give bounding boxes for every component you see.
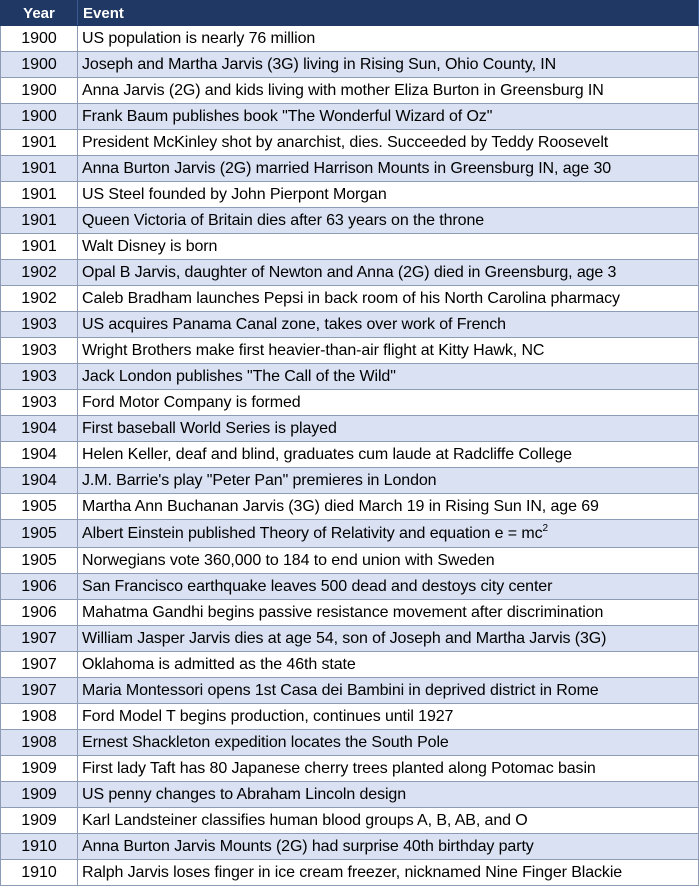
- table-row: [1, 208, 699, 234]
- year-cell[interactable]: 1908: [1, 730, 78, 756]
- year-cell[interactable]: 1901: [1, 182, 78, 208]
- table-row: [1, 312, 699, 338]
- year-cell[interactable]: 1900: [1, 52, 78, 78]
- event-cell[interactable]: Jack London publishes "The Call of the Wild": [78, 364, 699, 390]
- year-cell[interactable]: 1902: [1, 286, 78, 312]
- table-row: [1, 704, 699, 730]
- event-cell[interactable]: Joseph and Martha Jarvis (3G) living in Rising Sun, Ohio County, IN: [78, 52, 699, 78]
- table-row: [1, 548, 699, 574]
- table-row: [1, 286, 699, 312]
- event-column-header[interactable]: Event: [78, 1, 699, 26]
- table-row: [1, 52, 699, 78]
- year-cell[interactable]: 1904: [1, 442, 78, 468]
- table-row: [1, 730, 699, 756]
- year-cell[interactable]: 1907: [1, 652, 78, 678]
- table-row: [1, 130, 699, 156]
- event-cell[interactable]: San Francisco earthquake leaves 500 dead and destoys city center: [78, 574, 699, 600]
- table-body: [1, 26, 699, 886]
- event-cell[interactable]: First baseball World Series is played: [78, 416, 699, 442]
- event-cell[interactable]: Ford Motor Company is formed: [78, 390, 699, 416]
- table-row: [1, 808, 699, 834]
- event-cell[interactable]: William Jasper Jarvis dies at age 54, son of Joseph and Martha Jarvis (3G): [78, 626, 699, 652]
- event-cell[interactable]: Helen Keller, deaf and blind, graduates cum laude at Radcliffe College: [78, 442, 699, 468]
- year-cell[interactable]: 1907: [1, 678, 78, 704]
- table-row: [1, 78, 699, 104]
- year-cell[interactable]: 1900: [1, 104, 78, 130]
- year-cell[interactable]: 1910: [1, 860, 78, 886]
- event-cell[interactable]: Norwegians vote 360,000 to 184 to end union with Sweden: [78, 548, 699, 574]
- table-row: [1, 600, 699, 626]
- year-cell[interactable]: 1906: [1, 600, 78, 626]
- table-row: [1, 364, 699, 390]
- table-row: [1, 260, 699, 286]
- event-cell[interactable]: Martha Ann Buchanan Jarvis (3G) died March 19 in Rising Sun IN, age 69: [78, 494, 699, 520]
- table-row: [1, 626, 699, 652]
- year-cell[interactable]: 1909: [1, 808, 78, 834]
- year-cell[interactable]: 1905: [1, 494, 78, 520]
- event-cell[interactable]: US acquires Panama Canal zone, takes over work of French: [78, 312, 699, 338]
- year-cell[interactable]: 1907: [1, 626, 78, 652]
- event-cell[interactable]: Frank Baum publishes book "The Wonderful Wizard of Oz": [78, 104, 699, 130]
- year-cell[interactable]: 1906: [1, 574, 78, 600]
- year-cell[interactable]: 1909: [1, 756, 78, 782]
- table-row: [1, 860, 699, 886]
- event-cell[interactable]: Caleb Bradham launches Pepsi in back room of his North Carolina pharmacy: [78, 286, 699, 312]
- year-cell[interactable]: 1901: [1, 208, 78, 234]
- year-cell[interactable]: 1903: [1, 364, 78, 390]
- header-row: [1, 1, 699, 26]
- year-cell[interactable]: 1903: [1, 390, 78, 416]
- year-cell[interactable]: 1905: [1, 520, 78, 548]
- table-row: [1, 652, 699, 678]
- superscript-exponent: 2: [542, 522, 548, 534]
- table-row: [1, 756, 699, 782]
- year-cell[interactable]: 1903: [1, 338, 78, 364]
- year-cell[interactable]: 1904: [1, 468, 78, 494]
- year-cell[interactable]: 1901: [1, 130, 78, 156]
- table-row: [1, 26, 699, 52]
- event-cell[interactable]: Queen Victoria of Britain dies after 63 years on the throne: [78, 208, 699, 234]
- year-column-header[interactable]: Year: [1, 1, 78, 26]
- event-cell[interactable]: Anna Jarvis (2G) and kids living with mother Eliza Burton in Greensburg IN: [78, 78, 699, 104]
- table-row: [1, 234, 699, 260]
- year-cell[interactable]: 1903: [1, 312, 78, 338]
- event-cell[interactable]: Walt Disney is born: [78, 234, 699, 260]
- table-row: [1, 520, 699, 548]
- year-cell[interactable]: 1902: [1, 260, 78, 286]
- event-cell[interactable]: Ralph Jarvis loses finger in ice cream freezer, nicknamed Nine Finger Blackie: [78, 860, 699, 886]
- year-cell[interactable]: 1900: [1, 26, 78, 52]
- event-cell[interactable]: First lady Taft has 80 Japanese cherry trees planted along Potomac basin: [78, 756, 699, 782]
- table-row: [1, 390, 699, 416]
- table-row: [1, 468, 699, 494]
- table-row: [1, 338, 699, 364]
- event-cell[interactable]: US Steel founded by John Pierpont Morgan: [78, 182, 699, 208]
- event-cell[interactable]: [78, 520, 699, 548]
- event-cell[interactable]: President McKinley shot by anarchist, dies. Succeeded by Teddy Roosevelt: [78, 130, 699, 156]
- event-cell[interactable]: Ernest Shackleton expedition locates the South Pole: [78, 730, 699, 756]
- table-row: [1, 494, 699, 520]
- table-row: [1, 416, 699, 442]
- event-cell[interactable]: Oklahoma is admitted as the 46th state: [78, 652, 699, 678]
- year-cell[interactable]: 1901: [1, 156, 78, 182]
- event-cell[interactable]: Karl Landsteiner classifies human blood groups A, B, AB, and O: [78, 808, 699, 834]
- year-cell[interactable]: 1904: [1, 416, 78, 442]
- event-cell[interactable]: Anna Burton Jarvis (2G) married Harrison Mounts in Greensburg IN, age 30: [78, 156, 699, 182]
- event-text: Albert Einstein published Theory of Relativity and equation e = mc: [82, 524, 543, 542]
- event-cell[interactable]: Mahatma Gandhi begins passive resistance movement after discrimination: [78, 600, 699, 626]
- year-cell[interactable]: 1900: [1, 78, 78, 104]
- table-row: [1, 182, 699, 208]
- event-cell[interactable]: Wright Brothers make first heavier-than-air flight at Kitty Hawk, NC: [78, 338, 699, 364]
- table-row: [1, 834, 699, 860]
- table-row: [1, 104, 699, 130]
- event-cell[interactable]: Ford Model T begins production, continues until 1927: [78, 704, 699, 730]
- year-cell[interactable]: 1910: [1, 834, 78, 860]
- table-row: [1, 156, 699, 182]
- event-cell[interactable]: Anna Burton Jarvis Mounts (2G) had surprise 40th birthday party: [78, 834, 699, 860]
- event-cell[interactable]: Opal B Jarvis, daughter of Newton and Anna (2G) died in Greensburg, age 3: [78, 260, 699, 286]
- event-cell[interactable]: Maria Montessori opens 1st Casa dei Bambini in deprived district in Rome: [78, 678, 699, 704]
- event-cell[interactable]: US population is nearly 76 million: [78, 26, 699, 52]
- table-row: [1, 782, 699, 808]
- event-cell[interactable]: J.M. Barrie's play "Peter Pan" premieres in London: [78, 468, 699, 494]
- year-cell[interactable]: 1909: [1, 782, 78, 808]
- table-row: [1, 574, 699, 600]
- year-cell[interactable]: 1901: [1, 234, 78, 260]
- event-cell[interactable]: US penny changes to Abraham Lincoln design: [78, 782, 699, 808]
- year-cell[interactable]: 1908: [1, 704, 78, 730]
- table-row: [1, 442, 699, 468]
- year-cell[interactable]: 1905: [1, 548, 78, 574]
- table-row: [1, 678, 699, 704]
